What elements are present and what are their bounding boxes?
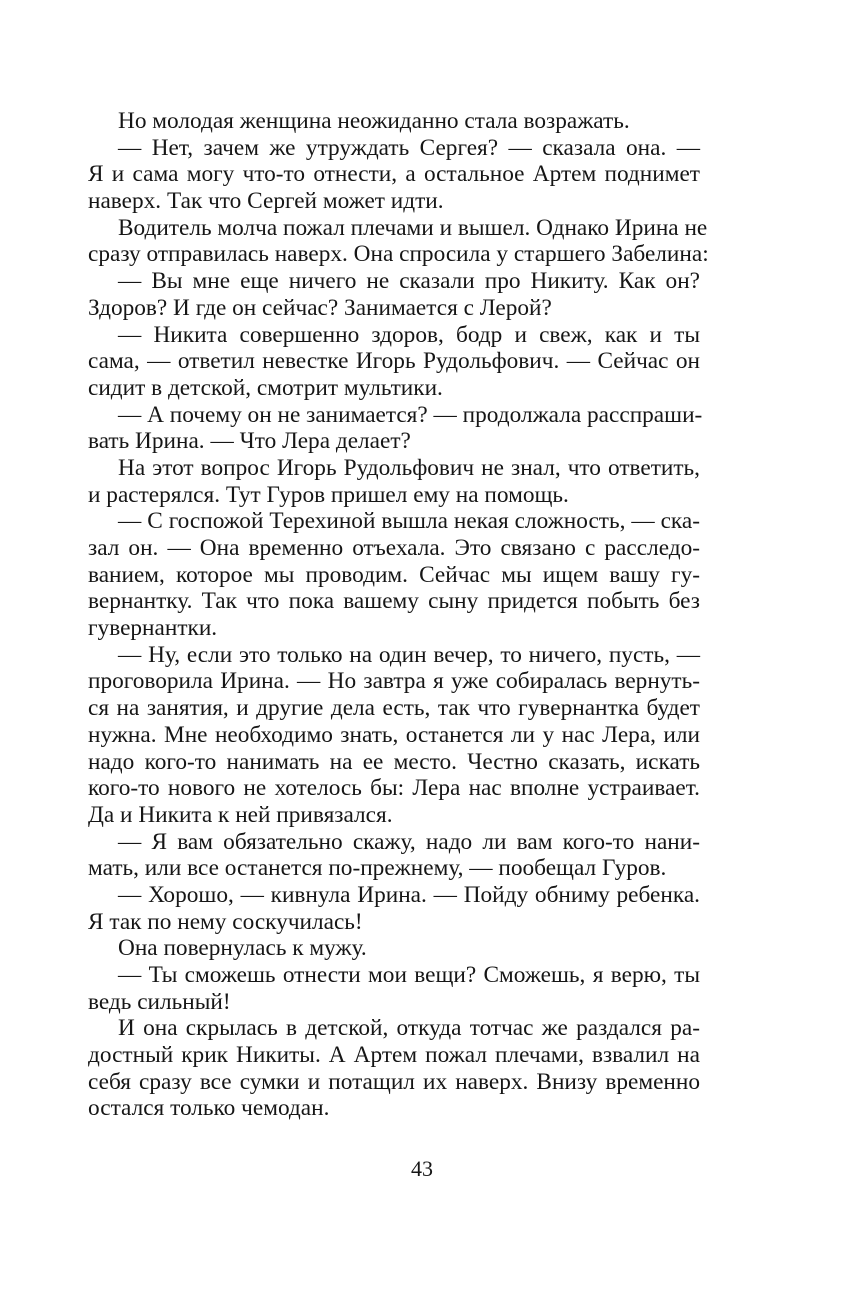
paragraph <box>88 268 700 321</box>
text-line: Но молодая женщина неожиданно стала возражать. <box>118 108 630 134</box>
text-line: На этот вопрос Игорь Рудольфович не знал, что ответить, <box>118 454 700 481</box>
text-line: Водитель молча пожал плечами и вышел. Однако Ирина не <box>118 214 708 241</box>
text-line: И она скрылась в детской, откуда тотчас же раздался ра- <box>118 1015 700 1042</box>
paragraph <box>88 882 700 935</box>
text-line: достный крик Никиты. А Артем пожал плечами, взвалил на <box>88 1042 700 1069</box>
text-line: мать, или все останется по-прежнему, — пообещал Гуров. <box>88 855 667 882</box>
text-line: зал он. — Она временно отъехала. Это связано с расследо- <box>88 535 700 561</box>
paragraph <box>88 642 700 829</box>
text-line: — Вы мне еще ничего не сказали про Никиту. Как он? <box>118 268 700 295</box>
text-line: — Нет, зачем же утруждать Сергея? — сказала она. — <box>118 134 700 161</box>
page-body <box>88 108 709 1122</box>
paragraph <box>88 322 700 402</box>
text-line: себя сразу все сумки и потащил их наверх. Внизу временно <box>88 1068 700 1095</box>
text-line: нужна. Мне необходимо знать, останется ли у нас Лера, или <box>88 721 700 748</box>
paragraph <box>88 214 709 268</box>
text-line: — Я вам обязательно скажу, надо ли вам кого-то нани- <box>118 828 700 855</box>
text-line: и растерялся. Тут Гуров пришел ему на помощь. <box>88 481 569 508</box>
paragraph <box>88 829 700 882</box>
paragraph <box>88 455 700 508</box>
page-number: 43 <box>411 1156 433 1181</box>
text-line: ся на занятия, и другие дела есть, так что гувернантка будет <box>88 695 700 722</box>
text-line: надо кого-то нанимать на ее место. Честно сказать, искать <box>88 748 700 775</box>
text-line: — С госпожой Терехиной вышла некая сложность, — ска- <box>118 508 700 535</box>
text-line: — Хорошо, — кивнула Ирина. — Пойду обниму ребенка. <box>118 881 700 908</box>
text-line: ведь сильный! <box>88 988 231 1015</box>
text-line: вать Ирина. — Что Лера делает? <box>88 428 411 455</box>
text-line: сидит в детской, смотрит мультики. <box>88 374 443 401</box>
paragraph <box>88 935 700 962</box>
text-line: проговорила Ирина. — Но завтра я уже собиралась вернуть- <box>88 668 700 695</box>
paragraph <box>88 135 700 215</box>
text-line: Здоров? И где он сейчас? Занимается с Лерой? <box>88 294 552 321</box>
text-line: — А почему он не занимается? — продолжала расспраши- <box>118 401 703 428</box>
text-line: — Никита совершенно здоров, бодр и свеж, как и ты <box>118 321 700 348</box>
text-line: Она повернулась к мужу. <box>118 935 367 962</box>
paragraph <box>88 108 700 135</box>
text-line: Я так по нему соскучилась! <box>88 908 363 935</box>
paragraph <box>88 1015 700 1122</box>
paragraph <box>88 401 703 455</box>
text-line: ванием, которое мы проводим. Сейчас мы ищем вашу гу- <box>88 561 700 588</box>
text-line: — Ты сможешь отнести мои вещи? Сможешь, я верю, ты <box>118 962 700 988</box>
text-line: гувернантки. <box>88 615 218 642</box>
paragraph <box>88 508 700 641</box>
text-line: сама, — ответил невестке Игорь Рудольфович. — Сейчас он <box>88 348 700 375</box>
text-line: Я и сама могу что-то отнести, а остальное Артем поднимет <box>88 161 700 188</box>
text-line: — Ну, если это только на один вечер, то ничего, пусть, — <box>118 641 700 668</box>
text-line: вернантку. Так что пока вашему сыну придется побыть без <box>88 588 700 615</box>
text-line: сразу отправилась наверх. Она спросила у старшего Забелина: <box>88 241 709 268</box>
paragraph <box>88 962 700 1015</box>
text-line: остался только чемодан. <box>88 1095 330 1122</box>
text-line: Да и Никита к ней привязался. <box>88 801 393 828</box>
text-line: наверх. Так что Сергей может идти. <box>88 188 444 215</box>
text-line: кого-то нового не хотелось бы: Лера нас вполне устраивает. <box>88 775 700 802</box>
